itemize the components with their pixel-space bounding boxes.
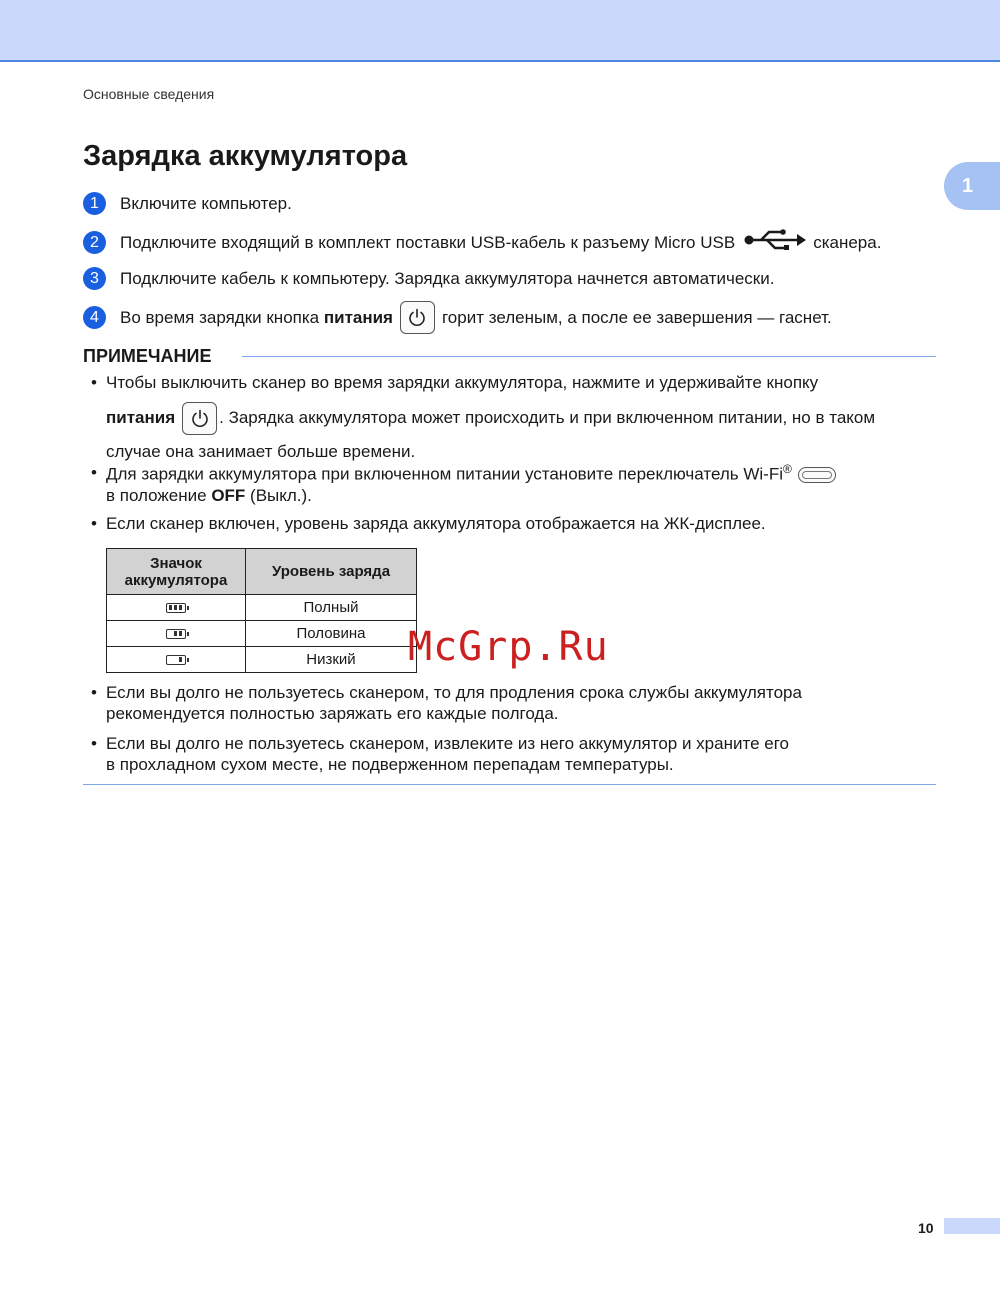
battery-half-icon (166, 629, 186, 639)
step-text: Во время зарядки кнопка (120, 307, 324, 327)
table-cell: Половина (246, 621, 417, 647)
bullet-dot: • (91, 683, 97, 702)
header-band (0, 0, 1000, 62)
bullet-text: Для зарядки аккумулятора при включенном питании установите переключатель Wi-Fi (106, 464, 784, 484)
note-bullet-5 (91, 733, 931, 776)
bullet-line: в прохладном сухом месте, не подверженном перепадам температуры. (106, 755, 674, 775)
power-icon (182, 402, 217, 435)
note-divider (242, 356, 936, 357)
registered-mark: ® (783, 462, 792, 476)
step-text: Подключите входящий в комплект поставки USB-кабель к разъему Micro USB (120, 232, 736, 252)
bullet-dot: • (91, 514, 97, 533)
watermark: McGrp.Ru (408, 624, 609, 670)
bullet-line: случае она занимает больше времени. (106, 442, 416, 462)
table-row (107, 595, 417, 621)
note-heading: ПРИМЕЧАНИЕ (83, 346, 212, 366)
table-cell (107, 621, 246, 647)
battery-table (106, 548, 417, 673)
table-cell (107, 647, 246, 673)
battery-full-icon (166, 603, 186, 613)
bullet-line: Если вы долго не пользуетесь сканером, извлеките из него аккумулятор и храните его (106, 734, 789, 753)
footer-band (944, 1218, 1000, 1234)
step-3 (83, 267, 774, 290)
note-bullet-2 (91, 462, 931, 506)
table-header: Уровень заряда (246, 549, 417, 595)
step-1 (83, 192, 292, 215)
note-bullet-4 (91, 682, 931, 725)
table-cell: Полный (246, 595, 417, 621)
table-cell (107, 595, 246, 621)
table-header: Значок аккумулятора (107, 549, 246, 595)
bullet-dot: • (91, 734, 97, 753)
bullet-line: Если сканер включен, уровень заряда аккумулятора отображается на ЖК-дисплее. (106, 514, 766, 533)
bullet-line: рекомендуется полностью заряжать его каждые полгода. (106, 704, 559, 724)
step-text: Подключите кабель к компьютеру. Зарядка аккумулятора начнется автоматически. (120, 268, 775, 288)
note-bullet-3 (91, 513, 931, 534)
page-title: Зарядка аккумулятора (83, 140, 408, 172)
step-number: 4 (83, 306, 106, 329)
bullet-text: . Зарядка аккумулятора может происходить и при включенном питании, но в таком (219, 408, 876, 428)
power-icon (400, 301, 435, 334)
chapter-number: 1 (962, 174, 974, 197)
usb-icon (743, 229, 807, 256)
step-4 (83, 301, 832, 334)
bullet-line: Чтобы выключить сканер во время зарядки аккумулятора, нажмите и удерживайте кнопку (106, 373, 819, 392)
step-text-end: сканера. (813, 232, 882, 252)
bullet-dot: • (91, 373, 97, 392)
step-number: 1 (83, 192, 106, 215)
bullet-line (106, 485, 931, 506)
table-cell: Низкий (246, 647, 417, 673)
bullet-dot: • (91, 463, 97, 482)
note-bullet-1 (91, 372, 931, 463)
table-row (107, 647, 417, 673)
breadcrumb: Основные сведения (83, 86, 215, 102)
bullet-text: в положение (106, 485, 212, 505)
step-text-bold: питания (323, 307, 393, 327)
step-number: 3 (83, 267, 106, 290)
step-2 (83, 229, 881, 256)
battery-low-icon (166, 655, 186, 665)
bullet-text: (Выкл.). (245, 485, 312, 505)
wifi-switch-icon (798, 467, 836, 483)
bullet-line (106, 462, 931, 485)
step-text-end: горит зеленым, а после ее завершения — гаснет. (441, 307, 832, 327)
step-number: 2 (83, 231, 106, 254)
chapter-tab[interactable] (944, 162, 1000, 210)
step-text: Включите компьютер. (120, 193, 292, 213)
table-row (107, 621, 417, 647)
bullet-bold: питания (106, 408, 176, 428)
bullet-line: Если вы долго не пользуетесь сканером, то для продления срока службы аккумулятора (106, 683, 802, 702)
bullet-line (106, 402, 931, 435)
table-header-row (107, 549, 417, 595)
bullet-bold: OFF (211, 485, 246, 505)
note-end-divider (83, 784, 936, 785)
page-number: 10 (918, 1220, 934, 1236)
